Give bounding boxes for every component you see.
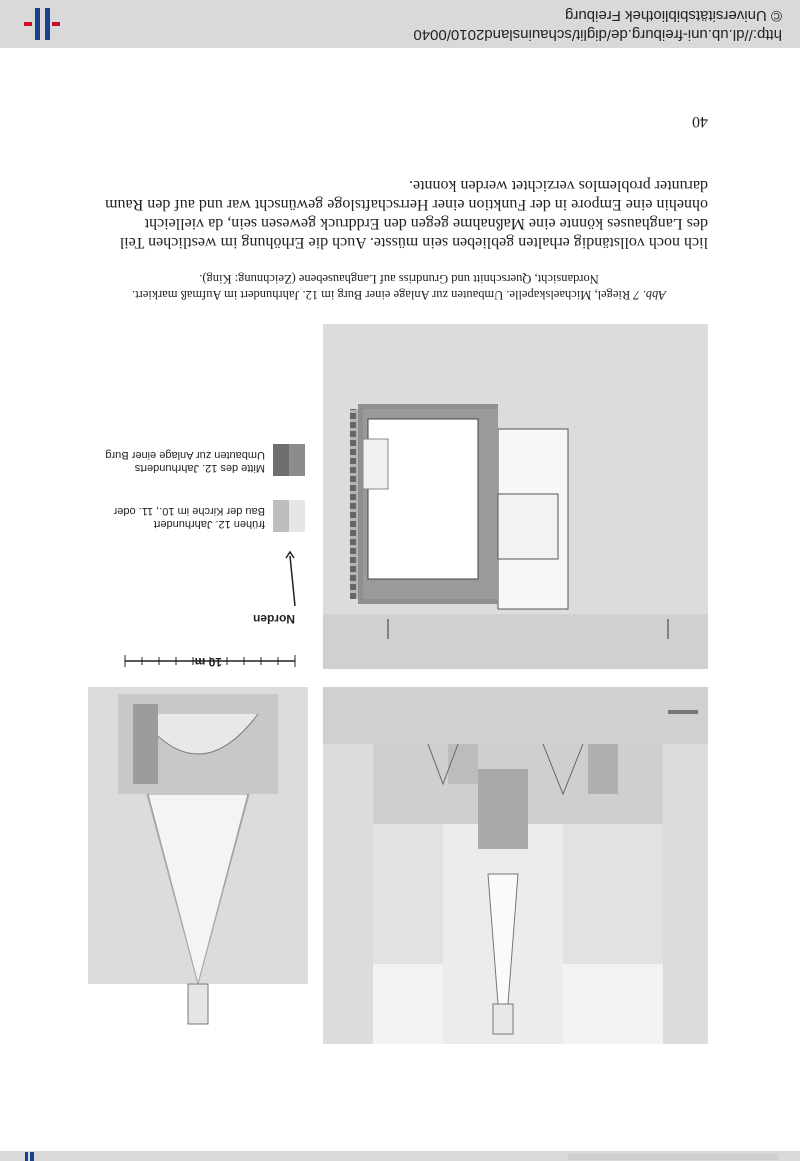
cross-section-drawing bbox=[88, 687, 308, 1044]
north-elevation-drawing bbox=[323, 687, 708, 1044]
page-number: 40 bbox=[692, 113, 708, 130]
body-line: ohnehin eine Empore in der Funktion einer Herrschaftsloge gewünscht war und auf den Raum bbox=[105, 196, 708, 213]
legend-swatch-dark-b bbox=[273, 444, 289, 476]
north-arrow-icon bbox=[240, 546, 300, 616]
top-strip bbox=[0, 1151, 800, 1161]
caption-line-1: Riegel, Michaelskapelle. Umbauten zur Anlage einer Burg im 12. Jahrhundert im Aufmaß markiert. bbox=[132, 288, 631, 302]
footer-text bbox=[413, 6, 782, 44]
faded-header-text bbox=[568, 1154, 778, 1160]
legend-label-phase-1: frühen 12. Jahrhundert Bau der Kirche im 10., 11. oder bbox=[113, 505, 265, 530]
library-logo-icon bbox=[20, 1152, 40, 1161]
legend bbox=[85, 396, 305, 536]
legend-swatch-dark bbox=[289, 444, 305, 476]
north-label: Norden bbox=[253, 612, 295, 626]
body-text bbox=[88, 176, 708, 252]
figure-caption bbox=[88, 271, 710, 303]
legend-swatch-light bbox=[289, 500, 305, 532]
footer-url[interactable]: http://dl.ub.uni-freiburg.de/diglit/schauinsland2010/0040 bbox=[413, 26, 782, 43]
footer-bar bbox=[0, 0, 800, 48]
scale-bar bbox=[120, 641, 300, 681]
caption-label: Abb. 7 bbox=[633, 288, 667, 302]
legend-label-phase-2: Mitte des 12. Jahrhunderts Umbauten zur Anlage einer Burg bbox=[105, 449, 265, 474]
body-line: des Langhauses könnte eine Maßnahme gegen den Erddruck gewesen sein, da vielleicht bbox=[144, 215, 708, 232]
body-line: darunter problemlos verzichtet werden konnte. bbox=[409, 177, 708, 194]
floor-plan-drawing bbox=[323, 324, 708, 669]
university-library-logo-icon bbox=[18, 8, 64, 40]
scale-label: 10 m bbox=[194, 655, 222, 669]
body-line: lich noch vollständig erhalten geblieben sein müsste. Auch die Erhöhung im westlichen Teil bbox=[119, 234, 708, 251]
caption-line-2: Nordansicht, Querschnitt und Grundriss auf Langhausebene (Zeichnung: King). bbox=[199, 272, 599, 286]
footer-copyright: © Universitätsbibliothek Freiburg bbox=[565, 7, 782, 24]
legend-swatch-light-b bbox=[273, 500, 289, 532]
